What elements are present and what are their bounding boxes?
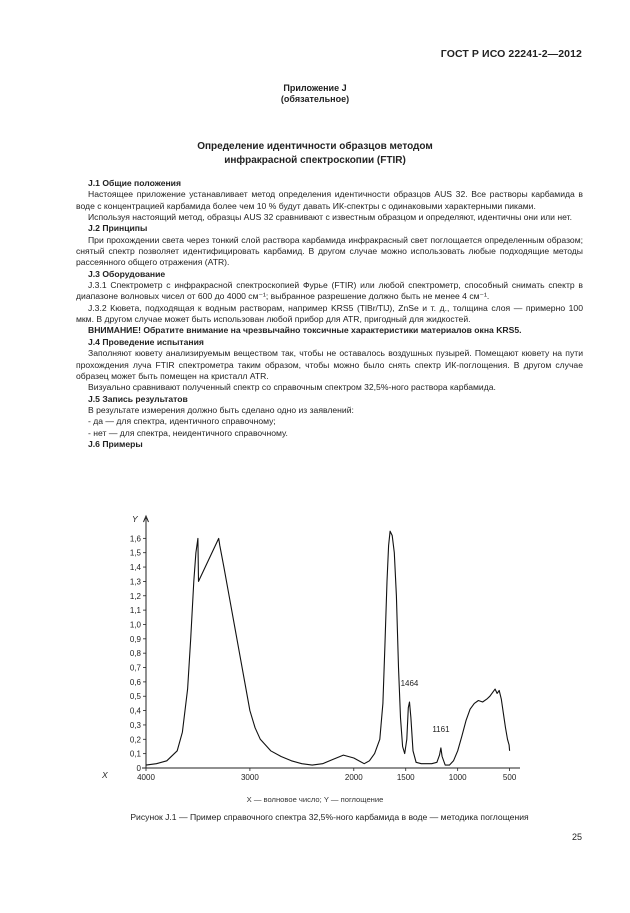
paragraph-j4-1: Заполняют кювету анализируемым веществом так, чтобы не оставалось воздушных пузырей. Помещают кювету на пути прохождения луча FTIR спектрометра таким образом, чтобы можно было снять спектр ИК-поглощения. В другом случае образец может быть помещен на кристалл ATR. xyxy=(76,348,583,381)
x-tick-label: 500 xyxy=(502,773,517,782)
y-tick-label: 0,9 xyxy=(129,634,141,644)
figure-caption: Рисунок J.1 — Пример справочного спектра 32,5%-ного карбамида в воде — методика поглощения xyxy=(130,812,529,822)
x-tick-label: 4000 xyxy=(137,773,155,782)
heading-j4: J.4 Проведение испытания xyxy=(88,336,204,347)
page-number: 25 xyxy=(571,832,582,842)
heading-j5: J.5 Запись результатов xyxy=(88,393,188,404)
annex-status: (обязательное) xyxy=(280,94,350,104)
y-tick-label: 1,3 xyxy=(129,577,141,587)
x-tick-label: 3000 xyxy=(240,773,259,782)
heading-j3: J.3 Оборудование xyxy=(88,268,166,279)
paragraph-j3-2: J.3.2 Кювета, подходящая к водным растворам, например KRS5 (TlBr/TlJ), ZnSe и т. д., толщина слоя — примерно 100 мкм. В другом случае может быть использован любой прибор для ATR, пригодный для жидкостей. xyxy=(76,302,583,325)
x-axis-label: X xyxy=(102,770,108,780)
paragraph-j1-1: Настоящее приложение устанавливает метод определения идентичности образцов AUS 32. Все растворы карбамида в воде с концентрацией карбамида более чем 10 % будут давать ИК-спектры с одинаковыми характерными пиками. xyxy=(76,189,583,211)
ftir-spectrum-chart xyxy=(92,510,542,810)
y-tick-label: 0,8 xyxy=(129,649,141,659)
x-tick-label: 2000 xyxy=(344,773,363,782)
heading-j2: J.2 Принципы xyxy=(88,223,148,234)
y-tick-label: 0 xyxy=(136,764,141,773)
paragraph-j5-1: В результате измерения должно быть сделано одно из заявлений: xyxy=(88,404,354,415)
peak-label: 1161 xyxy=(432,724,450,734)
paragraph-j4-2: Визуально сравнивают полученный спектр со справочным спектром 32,5%-ного раствора карбамида. xyxy=(88,382,496,393)
heading-j6: J.6 Примеры xyxy=(88,438,143,449)
paragraph-j3-1: J.3.1 Спектрометр с инфракрасной спектроскопией Фурье (FTIR) или любой спектрометр, способный снимать спектр в диапазоне волновых чисел от 600 до 4000 см⁻¹; выбранное разрешение должно быть не менее 4 см⁻¹. xyxy=(76,280,583,302)
y-tick-label: 1,0 xyxy=(129,620,141,630)
y-tick-label: 1,2 xyxy=(129,591,141,601)
y-tick-label: 1,5 xyxy=(129,548,141,558)
document-body xyxy=(76,178,583,450)
section-title-line1: Определение идентичности образцов методом xyxy=(197,141,433,152)
axes-legend-caption: X — волновое число; Y — поглощение xyxy=(246,795,384,804)
y-tick-label: 0,4 xyxy=(129,706,141,716)
x-tick-label: 1500 xyxy=(396,773,415,782)
chart-svg xyxy=(92,510,542,810)
y-tick-label: 1,4 xyxy=(129,563,141,573)
paragraph-j2-1: При прохождении света через тонкий слой раствора карбамида инфракрасный свет поглощается определенным образом; снятый спектр позволяет идентифицировать карбамид. В другом случае можно использовать любые подходящие методы рассеянного общего отражения (ATR). xyxy=(76,234,583,268)
x-tick-label: 1000 xyxy=(448,773,467,782)
annex-title: Приложение J xyxy=(283,83,347,93)
peak-label: 1464 xyxy=(400,678,419,688)
y-tick-label: 0,3 xyxy=(129,720,141,730)
y-tick-label: 0,7 xyxy=(129,663,141,673)
y-tick-label: 0,1 xyxy=(129,749,141,759)
y-tick-label: 0,5 xyxy=(129,692,141,702)
list-item-no: - нет — для спектра, неидентичного справочному. xyxy=(88,427,288,438)
warning-text: ВНИМАНИЕ! Обратите внимание на чрезвычайно токсичные характеристики материалов окна KRS5. xyxy=(88,325,522,336)
y-tick-label: 0,2 xyxy=(129,735,141,745)
heading-j1: J.1 Общие положения xyxy=(88,178,181,188)
y-axis-label: Y xyxy=(132,514,138,524)
standard-code: ГОСТ Р ИСО 22241-2—2012 xyxy=(440,48,582,60)
spectrum-line xyxy=(146,531,510,765)
section-title-line2: инфракрасной спектроскопии (FTIR) xyxy=(224,155,406,166)
y-tick-label: 0,6 xyxy=(129,677,141,687)
y-tick-label: 1,1 xyxy=(129,606,141,616)
y-tick-label: 1,6 xyxy=(129,534,141,544)
list-item-yes: - да — для спектра, идентичного справочному; xyxy=(88,416,276,427)
paragraph-j1-2: Используя настоящий метод, образцы AUS 32 сравнивают с известным образцом и определяют, идентичны они или нет. xyxy=(88,212,572,223)
